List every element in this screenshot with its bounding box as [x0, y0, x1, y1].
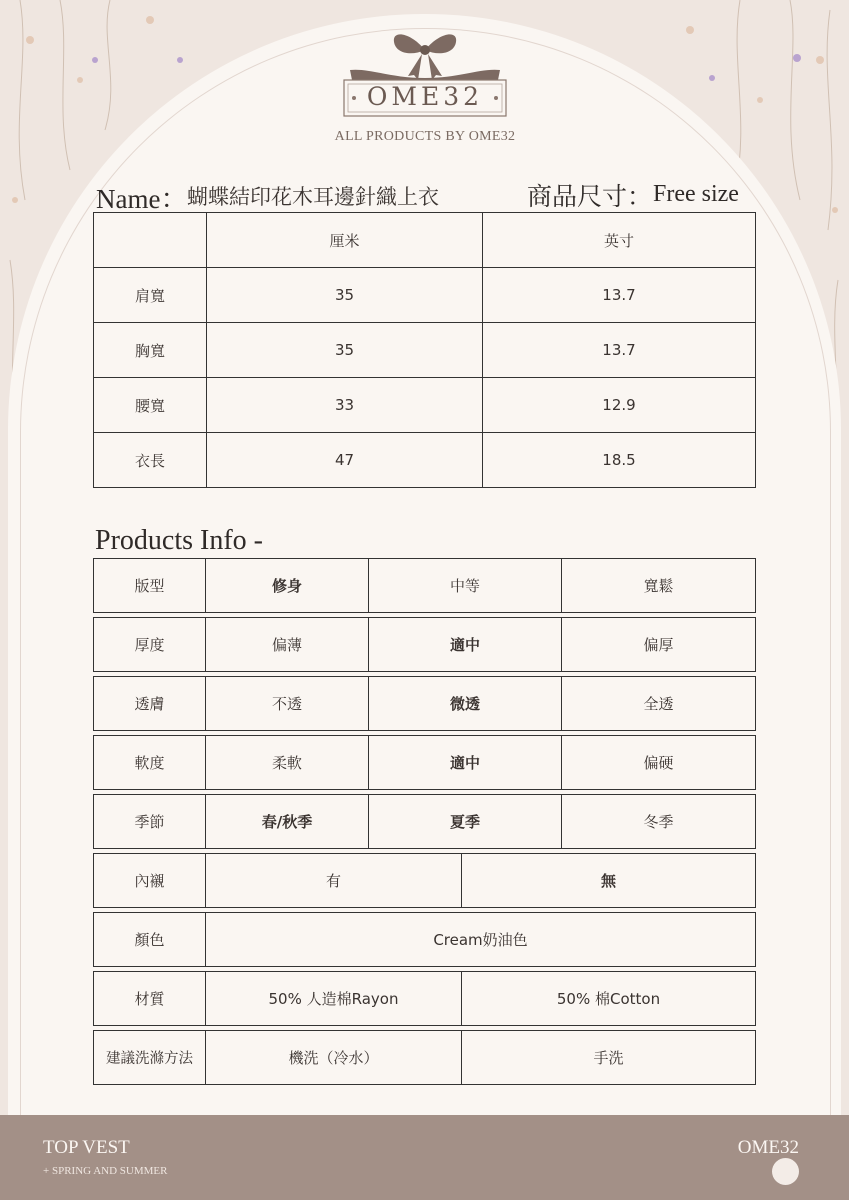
size-value: Free size [653, 181, 739, 207]
option-cell: 有 [206, 854, 462, 908]
cell-inch: 13.7 [483, 323, 756, 378]
cell-inch: 12.9 [483, 378, 756, 433]
brand-tagline: ALL PRODUCTS BY OME32 [334, 129, 516, 144]
header-cell-cm: 厘米 [207, 213, 483, 268]
info-row-season [93, 794, 756, 849]
option-cell: 寬鬆 [562, 559, 756, 613]
row-label: 顏色 [94, 913, 206, 967]
material-cell: 50% 棉Cotton [462, 972, 756, 1026]
cell-cm: 35 [207, 268, 483, 323]
row-label: 內襯 [94, 854, 206, 908]
option-cell: 無 [462, 854, 756, 908]
material-cell: 50% 人造棉Rayon [206, 972, 462, 1026]
row-label: 透膚 [94, 677, 206, 731]
option-cell: 偏硬 [562, 736, 756, 790]
info-row-sheerness [93, 676, 756, 731]
row-label: 腰寬 [94, 378, 207, 433]
color-value: Cream奶油色 [206, 913, 756, 967]
option-cell: 全透 [562, 677, 756, 731]
logo-text: OME32 [366, 81, 484, 111]
cell-inch: 13.7 [483, 268, 756, 323]
cell-cm: 33 [207, 378, 483, 433]
row-label: 肩寬 [94, 268, 207, 323]
option-cell: 不透 [206, 677, 369, 731]
option-cell: 柔軟 [206, 736, 369, 790]
info-row-thickness [93, 617, 756, 672]
footer-title: TOP VEST [43, 1137, 130, 1158]
washing-cell: 機洗（冷水） [206, 1031, 462, 1085]
size-label: 商品尺寸： [527, 182, 653, 211]
option-cell: 冬季 [562, 795, 756, 849]
table-row [94, 268, 756, 323]
footer-bar [0, 1115, 849, 1200]
row-label: 衣長 [94, 433, 207, 488]
footer-brand: OME32 [737, 1137, 799, 1158]
option-cell: 修身 [206, 559, 369, 613]
products-info-title: Products Info - [95, 525, 263, 556]
option-cell: 適中 [369, 736, 562, 790]
table-row [94, 378, 756, 433]
option-cell: 春/秋季 [206, 795, 369, 849]
product-name: 蝴蝶結印花木耳邊針織上衣 [187, 185, 439, 209]
cell-cm: 47 [207, 433, 483, 488]
info-row-fit [93, 558, 756, 613]
size-table-header [94, 213, 756, 268]
cell-cm: 35 [207, 323, 483, 378]
row-label: 版型 [94, 559, 206, 613]
header-cell-inch: 英寸 [483, 213, 756, 268]
footer-subtitle: + SPRING AND SUMMER [43, 1165, 168, 1177]
row-label: 建議洗滌方法 [94, 1031, 206, 1085]
info-row-color [93, 912, 756, 967]
row-label: 材質 [94, 972, 206, 1026]
row-label: 胸寬 [94, 323, 207, 378]
option-cell: 微透 [369, 677, 562, 731]
option-cell: 夏季 [369, 795, 562, 849]
info-row-material [93, 971, 756, 1026]
circle-icon [772, 1158, 799, 1185]
info-row-washing [93, 1030, 756, 1085]
cell-inch: 18.5 [483, 433, 756, 488]
size-table [93, 212, 756, 488]
option-cell: 適中 [369, 618, 562, 672]
option-cell: 中等 [369, 559, 562, 613]
option-cell: 偏薄 [206, 618, 369, 672]
washing-cell: 手洗 [462, 1031, 756, 1085]
table-row [94, 433, 756, 488]
row-label: 軟度 [94, 736, 206, 790]
option-cell: 偏厚 [562, 618, 756, 672]
name-label: Name： [96, 184, 188, 214]
header-cell [94, 213, 207, 268]
info-row-lining [93, 853, 756, 908]
product-name-row [96, 177, 756, 213]
info-row-softness [93, 735, 756, 790]
table-row [94, 323, 756, 378]
row-label: 厚度 [94, 618, 206, 672]
row-label: 季節 [94, 795, 206, 849]
